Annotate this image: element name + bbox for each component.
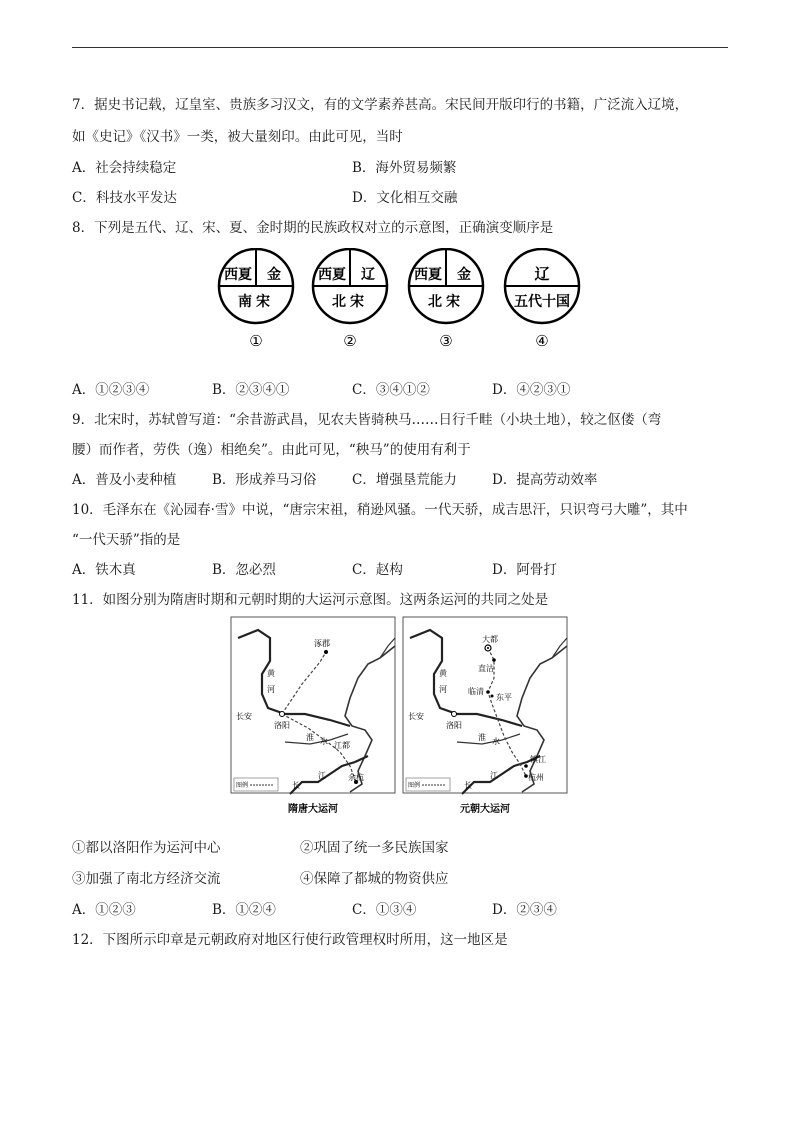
right-label-hangzhou: 杭州: [528, 773, 544, 782]
q8-stem: 8．下列是五代、辽、宋、夏、金时期的民族政权对立的示意图，正确演变顺序是: [72, 220, 554, 236]
q11-statement-1: ①都以洛阳作为运河中心: [72, 840, 221, 856]
circle-3-bottom: 北宋: [428, 294, 464, 310]
q8-option-d[interactable]: D．④②③①: [492, 382, 571, 398]
circle-4-bottom: 五代十国: [514, 294, 570, 310]
circle-2-number: ②: [343, 332, 357, 350]
circle-2: [313, 249, 387, 350]
q9-option-b[interactable]: B．形成养马习俗: [212, 472, 317, 488]
q7-option-c[interactable]: C．科技水平发达: [72, 190, 177, 206]
right-label-zhenjiang: 镇江: [530, 755, 546, 764]
left-label-luoyang: 洛阳: [274, 721, 290, 730]
q11-statement-3: ③加强了南北方经济交流: [72, 871, 221, 887]
q11-option-c[interactable]: C．①③④: [352, 902, 417, 918]
circle-1: [219, 249, 293, 350]
circle-2-bottom: 北宋: [332, 294, 368, 310]
circle-2-top-left: 西夏: [318, 267, 346, 283]
circle-4-top: 辽: [534, 265, 550, 283]
circle-4-number: ④: [535, 332, 549, 350]
q7-option-d[interactable]: D．文化相互交融: [352, 190, 458, 206]
right-label-dadu: 大都: [482, 635, 498, 644]
q8-option-b[interactable]: B．②③④①: [212, 382, 290, 398]
left-legend-label: 图例: [236, 782, 249, 789]
circle-1-bottom: 南宋: [238, 294, 274, 310]
circle-3-number: ③: [439, 332, 453, 350]
canal-maps-figure: [230, 616, 568, 822]
circle-3-top-left: 西夏: [414, 267, 442, 283]
q7-stem-line2: 如《史记》《汉书》一类，被大量刻印。由此可见，当时: [72, 129, 403, 145]
sui-tang-canal-map: [231, 617, 395, 815]
left-label-huang: 黄: [267, 669, 275, 678]
left-label-chang: 长: [292, 781, 300, 790]
q7-option-b[interactable]: B．海外贸易频繁: [352, 160, 457, 176]
left-label-jiang: 江: [318, 771, 326, 780]
right-label-he: 河: [439, 685, 447, 694]
left-label-he: 河: [267, 685, 275, 694]
left-label-yuhang: 余杭: [348, 773, 364, 782]
q8-option-c[interactable]: C．③④①②: [352, 382, 430, 398]
q9-option-c[interactable]: C．增强垦荒能力: [352, 472, 457, 488]
right-legend-label: 图例: [408, 782, 421, 789]
q10-option-d[interactable]: D．阿骨打: [492, 562, 557, 578]
q11-statement-4: ④保障了都城的物资供应: [300, 871, 449, 887]
q8-option-a[interactable]: A．①②③④: [72, 382, 150, 398]
right-label-linqing: 临清: [468, 687, 484, 696]
right-label-jiang: 江: [490, 771, 498, 780]
q11-option-b[interactable]: B．①②④: [212, 902, 276, 918]
circle-1-top-right: 金: [267, 267, 281, 283]
left-label-shui: 水: [320, 737, 328, 746]
circle-1-top-left: 西夏: [224, 267, 252, 283]
q11-stem: 11．如图分别为隋唐时期和元朝时期的大运河示意图。这两条运河的共同之处是: [72, 592, 549, 608]
q7-option-a[interactable]: A．社会持续稳定: [72, 160, 177, 176]
q12-stem: 12．下图所示印章是元朝政府对地区行使行政管理权时所用，这一地区是: [72, 932, 508, 948]
right-label-dongping: 东平: [496, 693, 512, 702]
right-label-changan: 长安: [408, 712, 424, 721]
left-label-changan: 长安: [236, 712, 252, 721]
q10-option-b[interactable]: B．忽必烈: [212, 562, 276, 578]
left-map-caption: 隋唐大运河: [288, 804, 338, 815]
yuan-canal-map: [403, 617, 567, 815]
circle-2-top-right: 辽: [361, 267, 375, 283]
circle-4: [505, 249, 579, 350]
q9-stem-line1: 9．北宋时，苏轼曾写道：“余昔游武昌，见农夫皆骑秧马……日行千畦（小块土地），较之伛偻（弯: [72, 412, 662, 428]
q11-option-d[interactable]: D．②③④: [492, 902, 557, 918]
right-label-chang: 长: [464, 781, 472, 790]
q9-option-d[interactable]: D．提高劳动效率: [492, 472, 598, 488]
right-label-shui: 水: [492, 737, 500, 746]
left-label-huai: 淮: [306, 733, 314, 742]
right-map-caption: 元朝大运河: [460, 804, 510, 815]
left-label-jiangdu: 江都: [334, 741, 350, 750]
right-label-huang: 黄: [439, 669, 447, 678]
circle-3: [409, 249, 483, 350]
right-label-zhigu: 直沽: [478, 664, 494, 673]
q9-option-a[interactable]: A．普及小麦种植: [72, 472, 177, 488]
left-label-zhuojun: 涿郡: [314, 639, 330, 648]
right-label-huai: 淮: [478, 733, 486, 742]
q11-statement-2: ②巩固了统一多民族国家: [300, 840, 449, 856]
header-rule: [72, 47, 728, 48]
q10-option-a[interactable]: A．铁木真: [72, 562, 136, 578]
circle-1-number: ①: [249, 332, 263, 350]
q10-stem-line2: “一代天骄”指的是: [72, 532, 181, 548]
right-label-luoyang: 洛阳: [446, 721, 462, 730]
q9-stem-line2: 腰）而作者，劳佚（逸）相绝矣”。由此可见，“秧马”的使用有利于: [72, 442, 471, 458]
regime-circles-figure: [213, 248, 593, 352]
q10-stem-line1: 10．毛泽东在《沁园春·雪》中说，“唐宗宋祖，稍逊风骚。一代天骄，成吉思汗，只识弯弓大雕”，其中: [72, 502, 688, 518]
q7-stem-line1: 7．据史书记载，辽皇室、贵族多习汉文，有的文学素养甚高。宋民间开版印行的书籍，广泛流入辽境，: [72, 97, 689, 113]
q10-option-c[interactable]: C．赵构: [352, 562, 403, 578]
q11-option-a[interactable]: A．①②③: [72, 902, 136, 918]
circle-3-top-right: 金: [457, 267, 471, 283]
